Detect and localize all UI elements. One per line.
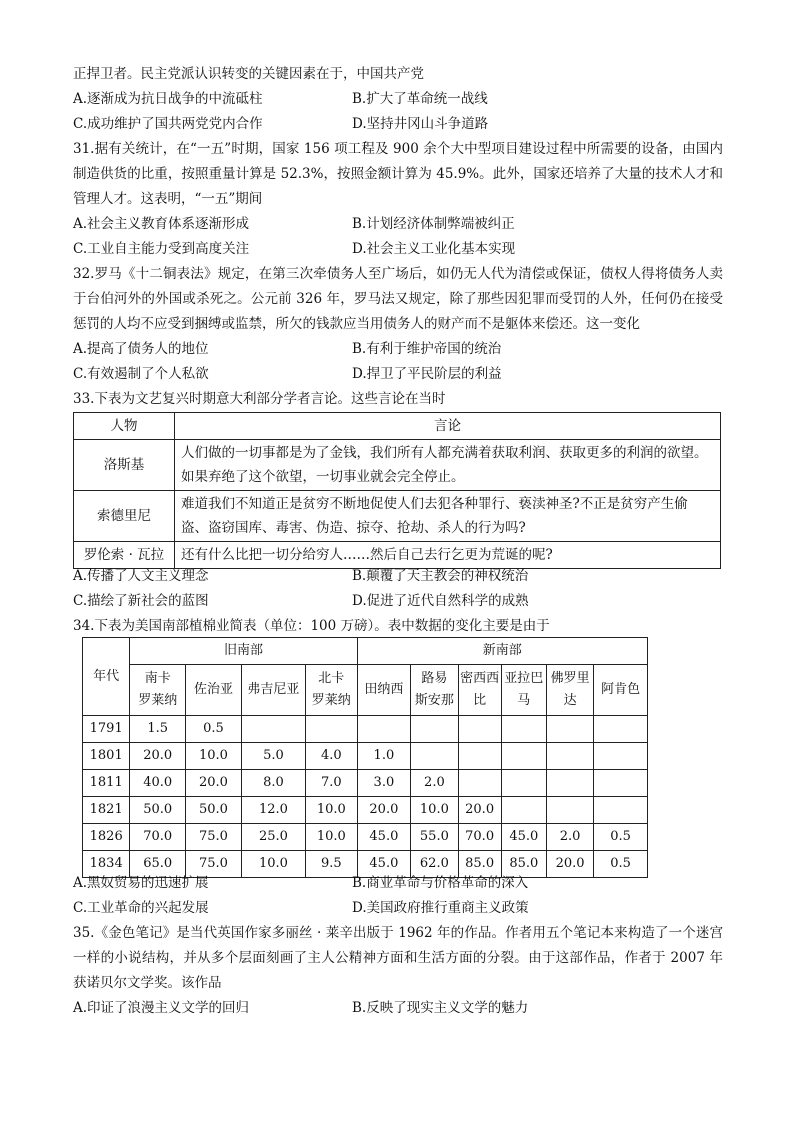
q33-speech: 人们做的一切事都是为了金钱，我们所有人都充满着获取利润、获取更多的利润的欲望。如果弃绝了这个欲望，一切事业就会完全停止。: [175, 440, 721, 491]
q30-options-row-2: [73, 112, 723, 136]
q30-options-row-1: [73, 87, 723, 111]
state-header: [306, 665, 358, 716]
value-cell: 8.0: [241, 770, 305, 797]
value-cell: 70.0: [458, 824, 501, 851]
q32-option-c: C.有效遏制了个人私欲: [73, 366, 209, 382]
q32-options-row-2: [73, 362, 723, 386]
value-cell: 9.5: [306, 851, 358, 878]
q33-speech: 还有什么比把一切分给穷人……然后自己去行乞更为荒诞的呢?: [175, 542, 721, 569]
q31-option-a: A.社会主义教育体系逐渐形成: [73, 216, 250, 232]
state-header: [241, 665, 305, 716]
value-cell: 65.0: [130, 851, 186, 878]
value-cell: [458, 770, 501, 797]
value-cell: 62.0: [411, 851, 458, 878]
value-cell: 45.0: [357, 851, 411, 878]
value-cell: 4.0: [306, 743, 358, 770]
state-header: [357, 665, 411, 716]
value-cell: 3.0: [357, 770, 411, 797]
value-cell: [241, 716, 305, 743]
value-cell: 1.0: [357, 743, 411, 770]
q34-table: [82, 637, 648, 878]
state-header-line: 南卡: [144, 671, 171, 686]
state-header: [411, 665, 458, 716]
value-cell: 20.0: [357, 797, 411, 824]
q34-options-row-2: [73, 896, 723, 920]
value-cell: 20.0: [130, 743, 186, 770]
q31-options-row-2: [73, 237, 723, 261]
state-header: [130, 665, 186, 716]
value-cell: 20.0: [546, 851, 593, 878]
q32-stem: 32.罗马《十二铜表法》规定，在第三次牵债务人至广场后，如仍无人代为清偿或保证，债权人得将债务人卖于台伯河外的外国或杀死之。公元前 326 年，罗马法又规定，除了那些因犯罪而受罚的人外，任何仍在接受惩罚的人均不应受到捆缚或监禁，所欠的钱款应当用债务人的财产而不是躯体来偿还。这一变化: [73, 266, 723, 332]
q30-option-d: D.坚持井冈山斗争道路: [352, 116, 489, 132]
q33-header-person: 人物: [74, 413, 175, 440]
year-cell: 1811: [83, 770, 130, 797]
q32-options-row-1: [73, 337, 723, 361]
value-cell: 2.0: [411, 770, 458, 797]
q30-stem-tail: 正捍卫者。民主党派认识转变的关键因素在于，中国共产党: [73, 66, 424, 82]
q32-option-a: A.提高了债务人的地位: [73, 341, 209, 357]
value-cell: [546, 797, 593, 824]
state-header-line: 斯安那: [414, 693, 454, 708]
value-cell: 75.0: [186, 824, 242, 851]
value-cell: [501, 797, 546, 824]
new-south-header: 新南部: [357, 638, 647, 665]
value-cell: 40.0: [130, 770, 186, 797]
q33-option-c: C.描绘了新社会的蓝图: [73, 593, 209, 609]
value-cell: [546, 716, 593, 743]
state-header-line: 佐治亚: [193, 682, 233, 697]
state-header-line: 密西西: [460, 671, 500, 686]
value-cell: [594, 716, 648, 743]
value-cell: [501, 770, 546, 797]
year-cell: 1801: [83, 743, 130, 770]
value-cell: 10.0: [411, 797, 458, 824]
q33-header-speech: 言论: [175, 413, 721, 440]
q33-person: 洛斯基: [74, 440, 175, 491]
value-cell: [458, 743, 501, 770]
value-cell: 25.0: [241, 824, 305, 851]
q32-option-d: D.捍卫了平民阶层的利益: [352, 366, 502, 382]
value-cell: [594, 797, 648, 824]
table-row: [74, 440, 721, 491]
table-row: [83, 716, 648, 743]
value-cell: [546, 770, 593, 797]
state-header-line: 马: [517, 693, 531, 708]
state-header-line: 比: [473, 693, 487, 708]
value-cell: 20.0: [186, 770, 242, 797]
old-south-header: 旧南部: [130, 638, 357, 665]
value-cell: 70.0: [130, 824, 186, 851]
state-header: [594, 665, 648, 716]
state-header-line: 田纳西: [364, 682, 404, 697]
q33-option-b: B.颠覆了天主教会的神权统治: [352, 568, 529, 584]
table-row: [74, 491, 721, 542]
value-cell: 45.0: [501, 824, 546, 851]
value-cell: [357, 716, 411, 743]
q31-option-c: C.工业自主能力受到高度关注: [73, 241, 250, 257]
year-header: 年代: [83, 638, 130, 716]
table-row: [74, 413, 721, 440]
table-row: [83, 797, 648, 824]
q33-speech: 难道我们不知道正是贫穷不断地促使人们去犯各种罪行、亵渎神圣?不正是贫穷产生偷盗、盗窃国库、毒害、伪造、掠夺、抢劫、杀人的行为吗?: [175, 491, 721, 542]
state-header-line: 佛罗里: [550, 671, 590, 686]
value-cell: [411, 743, 458, 770]
value-cell: 20.0: [458, 797, 501, 824]
q33-person: 罗伦索 · 瓦拉: [74, 542, 175, 569]
q33-stem: 33.下表为文艺复兴时期意大利部分学者言论。这些言论在当时: [73, 391, 446, 407]
q33-table: [73, 412, 721, 569]
value-cell: [594, 770, 648, 797]
year-cell: 1826: [83, 824, 130, 851]
q35-stem: 35.《金色笔记》是当代英国作家多丽丝 · 莱辛出版于 1962 年的作品。作者用五个笔记本来构造了一个迷宫一样的小说结构，并从多个层面刻画了主人公精神方面和生活方面的分裂。由于这部作品，作者于 2007 年获诺贝尔文学奖。该作品: [73, 925, 723, 991]
value-cell: [501, 716, 546, 743]
value-cell: 55.0: [411, 824, 458, 851]
state-header-line: 北卡: [318, 671, 345, 686]
value-cell: [594, 743, 648, 770]
value-cell: 50.0: [130, 797, 186, 824]
value-cell: 5.0: [241, 743, 305, 770]
q34-option-d: D.美国政府推行重商主义政策: [352, 900, 529, 916]
q34-option-b: B.商业革命与价格革命的深入: [352, 875, 529, 891]
value-cell: 0.5: [594, 824, 648, 851]
state-header: [546, 665, 593, 716]
state-header-line: 阿肯色: [601, 682, 641, 697]
state-header-line: 达: [563, 693, 577, 708]
q31-options-row-1: [73, 212, 723, 236]
value-cell: 50.0: [186, 797, 242, 824]
value-cell: [546, 743, 593, 770]
q30-option-a: A.逐渐成为抗日战争的中流砥柱: [73, 91, 263, 107]
value-cell: 45.0: [357, 824, 411, 851]
value-cell: 75.0: [186, 851, 242, 878]
value-cell: [411, 716, 458, 743]
state-header-line: 亚拉巴: [504, 671, 544, 686]
value-cell: 10.0: [306, 824, 358, 851]
q31-option-d: D.社会主义工业化基本实现: [352, 241, 516, 257]
value-cell: [458, 716, 501, 743]
q33-person: 索德里尼: [74, 491, 175, 542]
q33-options-row-2: [73, 589, 723, 613]
q32-option-b: B.有利于维护帝国的统治: [352, 341, 502, 357]
value-cell: 85.0: [458, 851, 501, 878]
value-cell: [501, 743, 546, 770]
q35-option-b: B.反映了现实主义文学的魅力: [352, 1000, 529, 1016]
year-cell: 1834: [83, 851, 130, 878]
year-cell: 1791: [83, 716, 130, 743]
table-row: [83, 824, 648, 851]
value-cell: 2.0: [546, 824, 593, 851]
q33-option-d: D.促进了近代自然科学的成熟: [352, 593, 529, 609]
q34-options-row-1: [73, 871, 723, 895]
q31-option-b: B.计划经济体制弊端被纠正: [352, 216, 515, 232]
value-cell: 7.0: [306, 770, 358, 797]
state-header-line: 弗吉尼亚: [247, 682, 300, 697]
table-row: [83, 770, 648, 797]
q30-option-b: B.扩大了革命统一战线: [352, 91, 488, 107]
state-header-line: 罗莱纳: [138, 693, 178, 708]
value-cell: 10.0: [186, 743, 242, 770]
table-row: [83, 743, 648, 770]
table-row: [83, 665, 648, 716]
state-header-line: 罗莱纳: [311, 693, 351, 708]
q31-stem: 31.据有关统计，在“一五”时期，国家 156 项工程及 900 余个大中型项目建设过程中所需要的设备，由国内制造供货的比重，按照重量计算是 52.3%，按照金额计算为 45.9%。此外，国家还培养了大量的技术人才和管理人才。这表明，“一五”期间: [73, 141, 723, 207]
state-header-line: 路易: [421, 671, 448, 686]
value-cell: 10.0: [306, 797, 358, 824]
state-header: [501, 665, 546, 716]
value-cell: 0.5: [594, 851, 648, 878]
q35-options-row-1: [73, 996, 723, 1020]
q30-option-c: C.成功维护了国共两党党内合作: [73, 116, 263, 132]
q34-option-c: C.工业革命的兴起发展: [73, 900, 209, 916]
year-cell: 1821: [83, 797, 130, 824]
value-cell: 10.0: [241, 851, 305, 878]
value-cell: 85.0: [501, 851, 546, 878]
value-cell: 12.0: [241, 797, 305, 824]
q35-option-a: A.印证了浪漫主义文学的回归: [73, 1000, 250, 1016]
q34-option-a: A.黑奴贸易的迅速扩展: [73, 875, 209, 891]
q34-stem: 34.下表为美国南部植棉业简表（单位：100 万磅）。表中数据的变化主要是由于: [73, 618, 550, 634]
table-row: [83, 638, 648, 665]
value-cell: 0.5: [186, 716, 242, 743]
value-cell: [306, 716, 358, 743]
state-header: [186, 665, 242, 716]
state-header: [458, 665, 501, 716]
q33-options-row-1: [73, 564, 723, 588]
value-cell: 1.5: [130, 716, 186, 743]
q33-option-a: A.传播了人文主义理念: [73, 568, 209, 584]
